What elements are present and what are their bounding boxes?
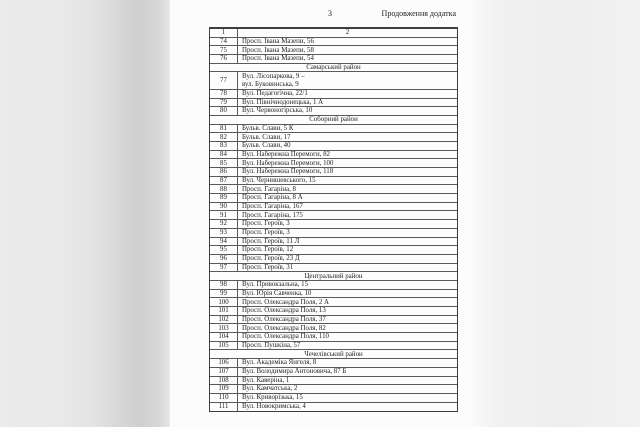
section-row	[210, 116, 457, 125]
row-number: 105	[210, 342, 238, 350]
table-row	[210, 151, 457, 160]
table-row	[210, 307, 457, 316]
row-address: Просп. Героїв, 12	[242, 246, 294, 254]
row-address: Просп. Героїв, 23 Д	[242, 255, 300, 263]
row-address: Вул. Набережна Перемоги, 82	[242, 150, 330, 158]
section-title: Соборний район	[309, 116, 358, 124]
row-address: Просп. Пушкіна, 57	[242, 342, 301, 349]
section-title: Чечелівський район	[304, 350, 363, 358]
table-row	[210, 342, 457, 351]
row-address: Просп. Івана Мазепи, 56	[242, 37, 314, 45]
section-row	[210, 64, 457, 73]
table-row	[210, 133, 457, 142]
row-address: Просп. Героїв, 3	[242, 229, 290, 237]
row-number: 107	[210, 368, 238, 376]
table-row	[210, 281, 457, 290]
row-address: Просп. Героїв, 3	[242, 220, 290, 228]
table-row	[210, 203, 457, 212]
row-number: 77	[210, 72, 238, 88]
row-number: 99	[210, 290, 238, 298]
row-number: 76	[210, 55, 238, 63]
row-address: Просп. Гагаріна, 167	[242, 203, 303, 210]
table-row	[210, 194, 457, 203]
table-row	[210, 107, 457, 116]
row-number: 87	[210, 177, 238, 185]
address-line-2: вул. Буковинська, 9	[242, 81, 299, 89]
row-number: 95	[210, 246, 238, 254]
row-address: Просп. Гагаріна, 8	[242, 185, 296, 193]
table-row	[210, 403, 457, 412]
row-address: Просп. Гагаріна, 8 А	[242, 194, 303, 202]
table-row	[210, 255, 457, 264]
table-row	[210, 394, 457, 403]
row-address: Вул. Каверіна, 1	[242, 376, 290, 384]
table-row	[210, 377, 457, 386]
row-address: Вул. Червоногірська, 10	[242, 107, 313, 115]
row-address: Вул. Педагогічна, 22/1	[242, 90, 308, 98]
table-row	[210, 316, 457, 325]
row-address: Вул. Набережна Перемоги, 100	[242, 159, 334, 167]
row-address: Вул. Камчатська, 2	[242, 385, 298, 393]
row-address: Просп. Героїв, 11 Л	[242, 237, 300, 245]
row-number: 75	[210, 46, 238, 54]
row-address: Бульв. Слави, 17	[242, 133, 291, 141]
section-row	[210, 272, 457, 281]
row-address: Вул. Північнодонецька, 1 А	[242, 98, 324, 106]
table-row	[210, 368, 457, 377]
row-number: 108	[210, 377, 238, 385]
row-number: 88	[210, 185, 238, 193]
row-number: 96	[210, 255, 238, 263]
continuation-note: Продовження додатка	[381, 9, 456, 18]
table-row	[210, 220, 457, 229]
row-address: Просп. Івана Мазепи, 54	[242, 55, 314, 63]
page-header	[170, 9, 460, 21]
row-address: Вул. Новокримська, 4	[242, 403, 306, 411]
row-number: 91	[210, 211, 238, 219]
table-row	[210, 229, 457, 238]
row-number: 94	[210, 238, 238, 246]
table-row	[210, 298, 457, 307]
table-row	[210, 159, 457, 168]
table-row	[210, 99, 457, 108]
row-number: 101	[210, 307, 238, 315]
address-table	[209, 27, 458, 412]
table-row	[210, 125, 457, 134]
row-number: 79	[210, 99, 238, 107]
row-number: 97	[210, 264, 238, 272]
row-address	[238, 72, 457, 89]
row-address: Бульв. Слави, 5 К	[242, 124, 294, 132]
row-number: 93	[210, 229, 238, 237]
row-number: 86	[210, 168, 238, 176]
row-address: Просп. Олександра Поля, 2 А	[242, 298, 330, 306]
row-number: 106	[210, 359, 238, 367]
row-number: 90	[210, 203, 238, 211]
table-row	[210, 211, 457, 220]
row-number: 102	[210, 316, 238, 324]
row-number: 111	[210, 403, 238, 412]
row-address: Просп. Олександра Поля, 37	[242, 315, 326, 323]
table-row	[210, 246, 457, 255]
row-address: Просп. Героїв, 31	[242, 263, 294, 271]
row-address: Бульв. Слави, 40	[242, 142, 291, 150]
page-number: 3	[328, 9, 332, 18]
row-address: Вул. Привокзальна, 15	[242, 281, 309, 289]
column-header-1: 1	[210, 29, 238, 37]
row-number: 89	[210, 194, 238, 202]
table-row	[210, 290, 457, 299]
table-row	[210, 142, 457, 151]
row-address: Просп. Гагаріна, 175	[242, 211, 303, 219]
row-address: Вул. Академіка Янгеля, 8	[242, 359, 317, 367]
row-address: Вул. Набережна Перемоги, 118	[242, 168, 334, 176]
row-number: 80	[210, 107, 238, 115]
table-row	[210, 177, 457, 186]
table-row	[210, 264, 457, 273]
row-number: 85	[210, 159, 238, 167]
document-page	[170, 0, 472, 427]
section-title: Центральний район	[304, 272, 363, 280]
row-number: 84	[210, 151, 238, 159]
table-row	[210, 185, 457, 194]
row-number: 81	[210, 125, 238, 133]
row-number: 82	[210, 133, 238, 141]
row-number: 83	[210, 142, 238, 150]
row-number: 110	[210, 394, 238, 402]
row-address: Вул. Криворізька, 15	[242, 394, 303, 402]
row-number: 103	[210, 324, 238, 332]
table-row	[210, 72, 457, 89]
row-number: 100	[210, 298, 238, 306]
table-row	[210, 46, 457, 55]
row-address: Вул. Володимира Антоновича, 87 Б	[242, 368, 347, 376]
row-number: 109	[210, 385, 238, 393]
row-address: Вул. Юрія Савченка, 10	[242, 289, 312, 297]
column-header-2: 2	[345, 29, 350, 37]
table-row	[210, 90, 457, 99]
row-number: 74	[210, 38, 238, 46]
row-number: 98	[210, 281, 238, 289]
table-row	[210, 385, 457, 394]
table-header-row	[210, 29, 457, 38]
table-row	[210, 55, 457, 64]
section-title: Самарський район	[306, 63, 361, 71]
table-row	[210, 359, 457, 368]
blurred-backdrop-left	[0, 0, 176, 427]
table-row	[210, 168, 457, 177]
table-row	[210, 38, 457, 47]
table-row	[210, 324, 457, 333]
row-number: 78	[210, 90, 238, 98]
row-address: Вул. Чернишевського, 15	[242, 176, 316, 184]
blurred-backdrop-right	[468, 0, 640, 427]
row-address: Просп. Олександра Поля, 82	[242, 324, 326, 332]
section-row	[210, 350, 457, 359]
row-address: Просп. Олександра Поля, 110	[242, 333, 329, 341]
table-row	[210, 333, 457, 342]
row-number: 104	[210, 333, 238, 341]
table-row	[210, 238, 457, 247]
row-address: Просп. Олександра Поля, 13	[242, 307, 326, 315]
row-address: Просп. Івана Мазепи, 58	[242, 46, 314, 54]
row-number: 92	[210, 220, 238, 228]
address-line-1: Вул. Лісопаркова, 9 –	[242, 72, 305, 80]
